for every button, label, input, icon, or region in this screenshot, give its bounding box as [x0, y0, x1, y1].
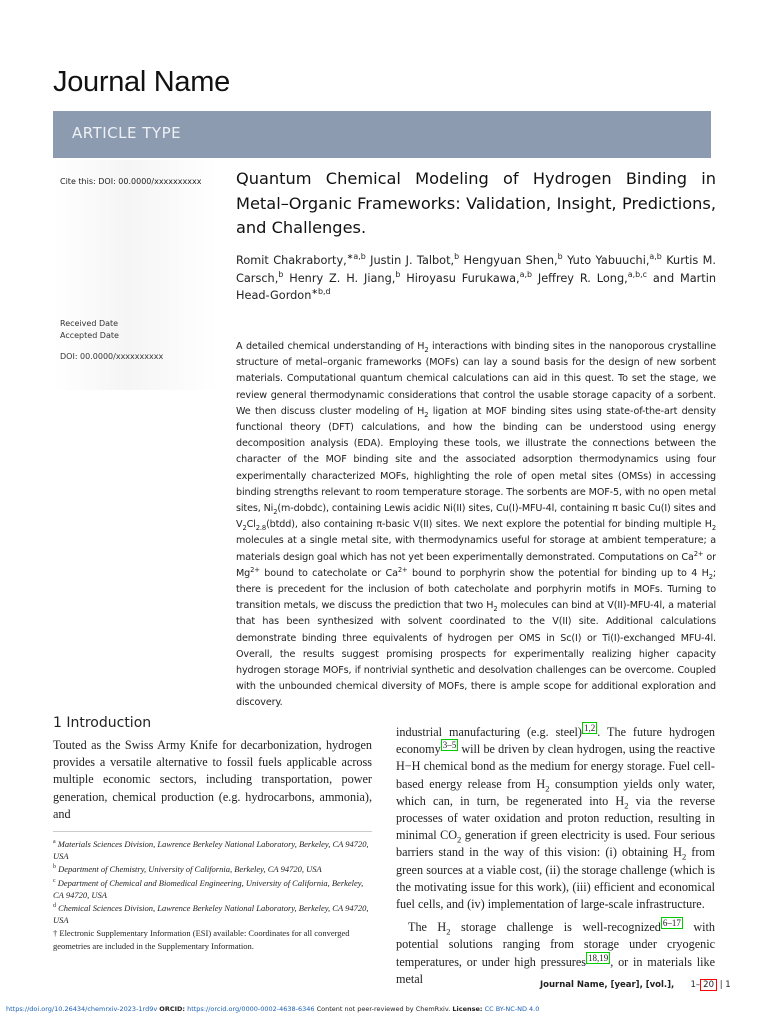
doi-placeholder: DOI: 00.0000/xxxxxxxxxx: [60, 352, 164, 361]
author: and Martin Head-Gordon$^{∗b,d}$: [236, 271, 717, 302]
intro-left-column: [53, 737, 372, 823]
paragraph: industrial manufacturing (e.g. steel) $^{1,2}$ . The future hydrogen economy $^{3-5}$ will be driven by clean hydrogen, using the reactive H−H chemical bond as the medium for energy storage. Fuel cell-based energy release from $H_2$ consumption yields only water, which can, in turn, be regenerated into $H_2$ via the reverse processes of water oxidation and proton reduction, resulting in minimal $CO_2$ generation if green electricity is used. Four serious barriers stand in the way of this vision: (i) obtaining $H_2$ from green sources at a viable cost, (ii) the storage challenge (which is the motivating issue for this work), (iii) efficient and economical fuel cells, and (iv) implementation of large-scale infrastructure.: [396, 722, 715, 912]
citation-link[interactable]: 3–5: [442, 740, 457, 751]
author: Justin J. Talbot,$^b$: [370, 252, 460, 267]
author: Henry Z. H. Jiang,$^b$: [289, 269, 401, 285]
article-title: Quantum Chemical Modeling of Hydrogen Binding in Metal–Organic Frameworks: Validation, Insight, Predictions, and Challenges.: [236, 169, 716, 237]
footnotes: [53, 838, 372, 953]
author: Kurtis M. Carsch,$^b$: [236, 254, 717, 285]
esi-footnote: † Electronic Supplementary Information (ESI) available: Coordinates for all converged geometries are included in the Supplementary Information.: [53, 928, 350, 951]
paragraph: The $H_2$ storage challenge is well-recognized $^{6-17}$ with potential solutions ranging from storage under cryogenic temperatures, or under high pressures $^{18,19}$ , or in materials like metal: [396, 918, 716, 986]
page-footer: Journal Name, [year], [vol.], 1– 20 | 1: [540, 980, 731, 990]
cite-this: Cite this: DOI: 00.0000/xxxxxxxxxx: [60, 177, 202, 186]
accepted-date: Accepted Date: [60, 331, 119, 340]
citation-link[interactable]: 1,2: [584, 722, 596, 733]
author: Yuto Yabuuchi,$^{a,b}$: [567, 252, 662, 267]
journal-name: Journal Name: [53, 66, 230, 98]
footnote: $^b$ Department of Chemistry, University of California, Berkeley, CA 94720, USA: [53, 864, 322, 875]
footnote: $^a$ Materials Sciences Division, Lawrence Berkeley National Laboratory, Berkeley, CA 94720, USA: [53, 839, 369, 862]
received-dates: [60, 318, 119, 342]
received-date: Received Date: [60, 319, 119, 328]
footnote: $^c$ Department of Chemical and Biomedical Engineering, University of California, Berkeley, CA 94720, USA: [53, 877, 364, 900]
orcid-link[interactable]: https://orcid.org/0000-0002-4638-6346: [187, 1005, 315, 1013]
footnote: $^d$ Chemical Sciences Division, Lawrence Berkeley National Laboratory, Berkeley, CA 94720, USA: [53, 903, 369, 926]
doi-link[interactable]: https://doi.org/10.26434/chemrxiv-2023-1rd9v: [6, 1005, 158, 1013]
author: Romit Chakraborty,$^{∗a,b}$: [236, 252, 366, 267]
author: Hiroyasu Furukawa,$^{a,b}$: [406, 269, 532, 285]
paragraph: Touted as the Swiss Army Knife for decarbonization, hydrogen provides a versatile alternative to fossil fuels applicable across multiple economic sectors, including transportation, power generation, chemical production (e.g. hydrocarbons, ammonia), and: [53, 738, 372, 821]
license-link[interactable]: CC BY-NC-ND 4.0: [484, 1005, 540, 1013]
intro-right-column: [396, 724, 715, 988]
chemrxiv-footer: https://doi.org/10.26434/chemrxiv-2023-1rd9v ORCID: https://orcid.org/0000-0002-4638-6346 Content not peer-reviewed by ChemRxiv. License: CC BY-NC-ND 4.0: [6, 1005, 540, 1013]
abstract: A detailed chemical understanding of $H_2$ interactions with binding sites in the nanoporous crystalline structure of metal–organic frameworks (MOFs) can lay a sound basis for the design of new sorbent materials. Computational quantum chemical calculations can aid in this quest. To set the stage, we review general thermodynamic considerations that control the usable storage capacity of a sorbent. We then discuss cluster modeling of $H_2$ ligation at MOF binding sites using state-of-the-art density functional theory (DFT) calculations, and how the binding can be understood using energy decomposition analysis (EDA). Employing these tools, we illustrate the connections between the character of the MOF binding site and the associated adsorption thermodynamics using four experimentally characterized MOFs, highlighting the role of open metal sites (OMSs) in accessing binding strengths relevant to room temperature storage. The sorbents are MOF-5, with no open metal sites, $Ni_2(m-dobdc)$, containing Lewis acidic Ni(II) sites, Cu(I)-MFU-4l, containing π basic Cu(I) sites and $V_2Cl_{2.8}(btdd)$, also containing π-basic V(II) sites. We next explore the potential for binding multiple $H_2$ molecules at a single metal site, with thermodynamics useful for storage at ambient temperature; a materials design goal which has not yet been experimentally demonstrated. Computations on $Ca^{2+}$ or $Mg^{2+}$ bound to catecholate or $Ca^{2+}$ bound to porphyrin show the potential for binding up to 4 $H_2$; there is precedent for the inclusion of both catecholate and porphyrin motifs in MOFs. Turning to transition metals, we discuss the prediction that two $H_2$ molecules can bind at V(II)-MFU-4l, a material that has been synthesized with solvent coordinated to the V(II) site. Additional calculations demonstrate binding three equivalents of hydrogen per OMS in Sc(I) or Ti(I)-exchanged MFU-4l. Overall, the results suggest promising prospects for experimentally realizing higher capacity hydrogen storage MOFs, if nontrivial synthetic and desolvation challenges can be overcome. Coupled with the unbounded chemical diversity of MOFs, there is ample scope for additional exploration and discovery.: [236, 341, 717, 709]
article-type-banner: [53, 111, 711, 158]
page-count-link[interactable]: 20: [700, 979, 717, 991]
author: Hengyuan Shen,$^b$: [463, 252, 563, 267]
section-heading-introduction: 1 Introduction: [53, 715, 152, 731]
citation-link[interactable]: 6–17: [662, 918, 681, 929]
author-list: [236, 252, 716, 305]
citation-link[interactable]: 18,19: [588, 952, 609, 963]
author: Jeffrey R. Long,$^{a,b,c}$: [537, 269, 647, 285]
article-type-label: ARTICLE TYPE: [72, 124, 182, 142]
journal-citation-line: Journal Name, [year], [vol.],: [540, 980, 675, 990]
footnote-divider: [53, 831, 372, 832]
